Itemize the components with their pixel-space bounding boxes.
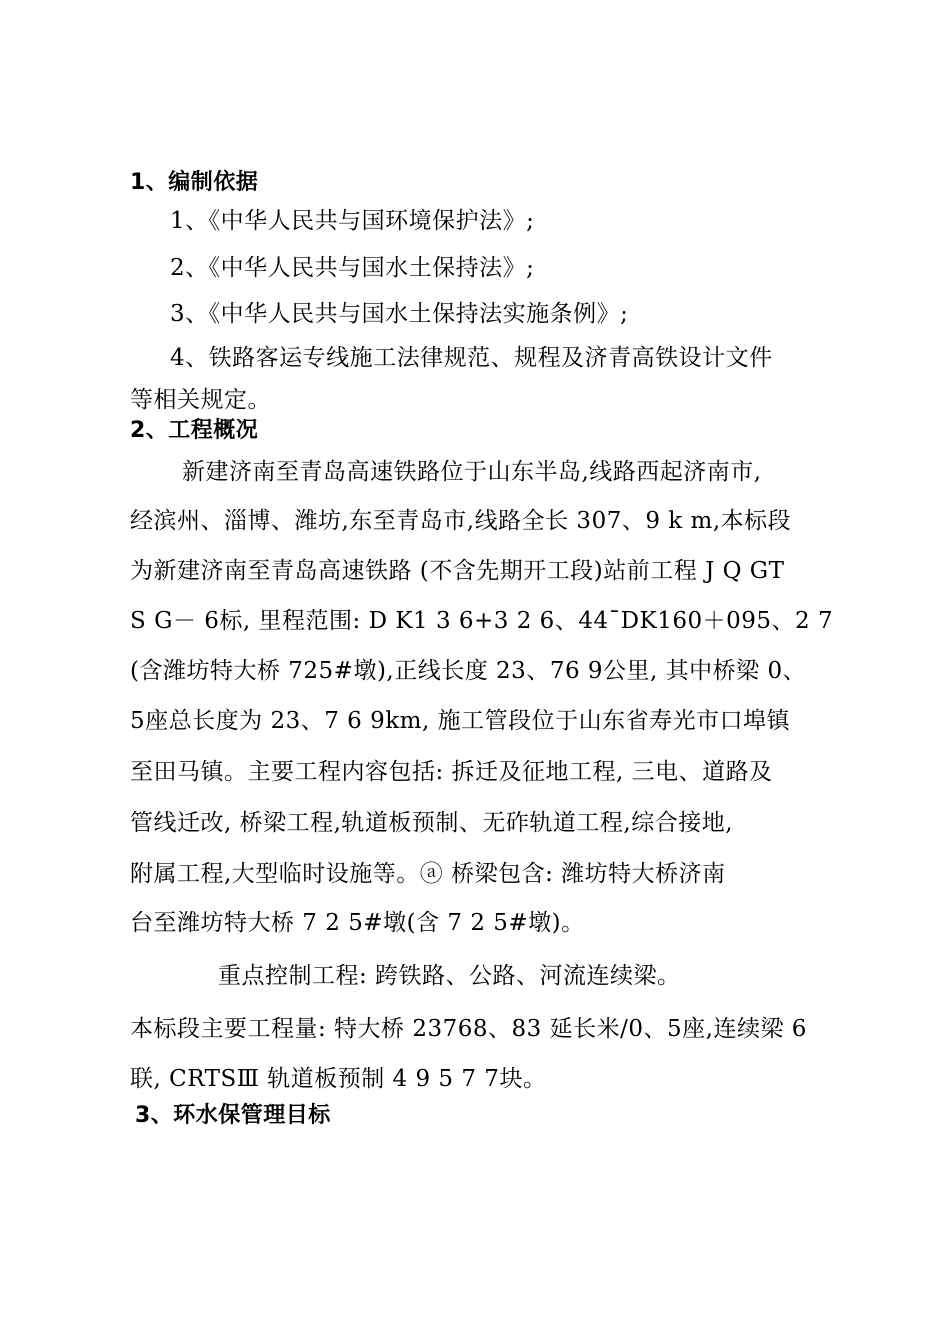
overview-line-9: 附属工程,大型临时设施等。ⓐ 桥梁包含: 潍坊特大桥济南 xyxy=(130,861,726,887)
overview-line-10: 台至潍坊特大桥 7 2 5#墩(含 7 2 5#墩)。 xyxy=(130,910,585,936)
overview-line-6: 5座总长度为 23、7 6 9km, 施工管段位于山东省寿光市口埠镇 xyxy=(130,708,791,734)
quantities-line-2: 联, CRTSⅢ 轨道板预制 4 9 5 7 7块。 xyxy=(130,1066,547,1092)
basis-item-4: 4、铁路客运专线施工法律规范、规程及济青高铁设计文件 xyxy=(170,345,773,371)
basis-item-1: 1、《中华人民共与国环境保护法》; xyxy=(170,208,535,234)
basis-item-4-cont: 等相关规定。 xyxy=(130,387,271,413)
quantities-line-1: 本标段主要工程量: 特大桥 23768、83 延长米/0、5座,连续梁 6 xyxy=(130,1016,807,1042)
overview-line-7: 至田马镇。主要工程内容包括: 拆迁及征地工程, 三电、道路及 xyxy=(130,759,773,785)
section-heading-overview: 2、工程概况 xyxy=(130,418,259,443)
overview-line-4: S G－ 6标, 里程范围: D K1 3 6+3 2 6、44¯DK160＋095、2 7 xyxy=(130,608,834,634)
basis-item-2: 2、《中华人民共与国水土保持法》; xyxy=(170,255,535,281)
overview-line-8: 管线迁改, 桥梁工程,轨道板预制、无砟轨道工程,综合接地, xyxy=(130,810,734,836)
basis-item-3: 3、《中华人民共与国水土保持法实施条例》; xyxy=(170,301,629,327)
section-heading-basis: 1、编制依据 xyxy=(130,170,259,195)
overview-line-2: 经滨州、淄博、潍坊,东至青岛市,线路全长 307、9 k m,本标段 xyxy=(130,508,792,534)
overview-line-1: 新建济南至青岛高速铁路位于山东半岛,线路西起济南市, xyxy=(182,459,762,485)
key-control-works: 重点控制工程: 跨铁路、公路、河流连续梁。 xyxy=(218,963,681,989)
overview-line-3: 为新建济南至青岛高速铁路 (不含先期开工段)站前工程 J Q GT xyxy=(130,558,785,584)
overview-line-5: (含潍坊特大桥 725#墩),正线长度 23、76 9公里, 其中桥梁 0、 xyxy=(130,658,807,684)
section-heading-goals: 3、环水保管理目标 xyxy=(135,1103,331,1128)
